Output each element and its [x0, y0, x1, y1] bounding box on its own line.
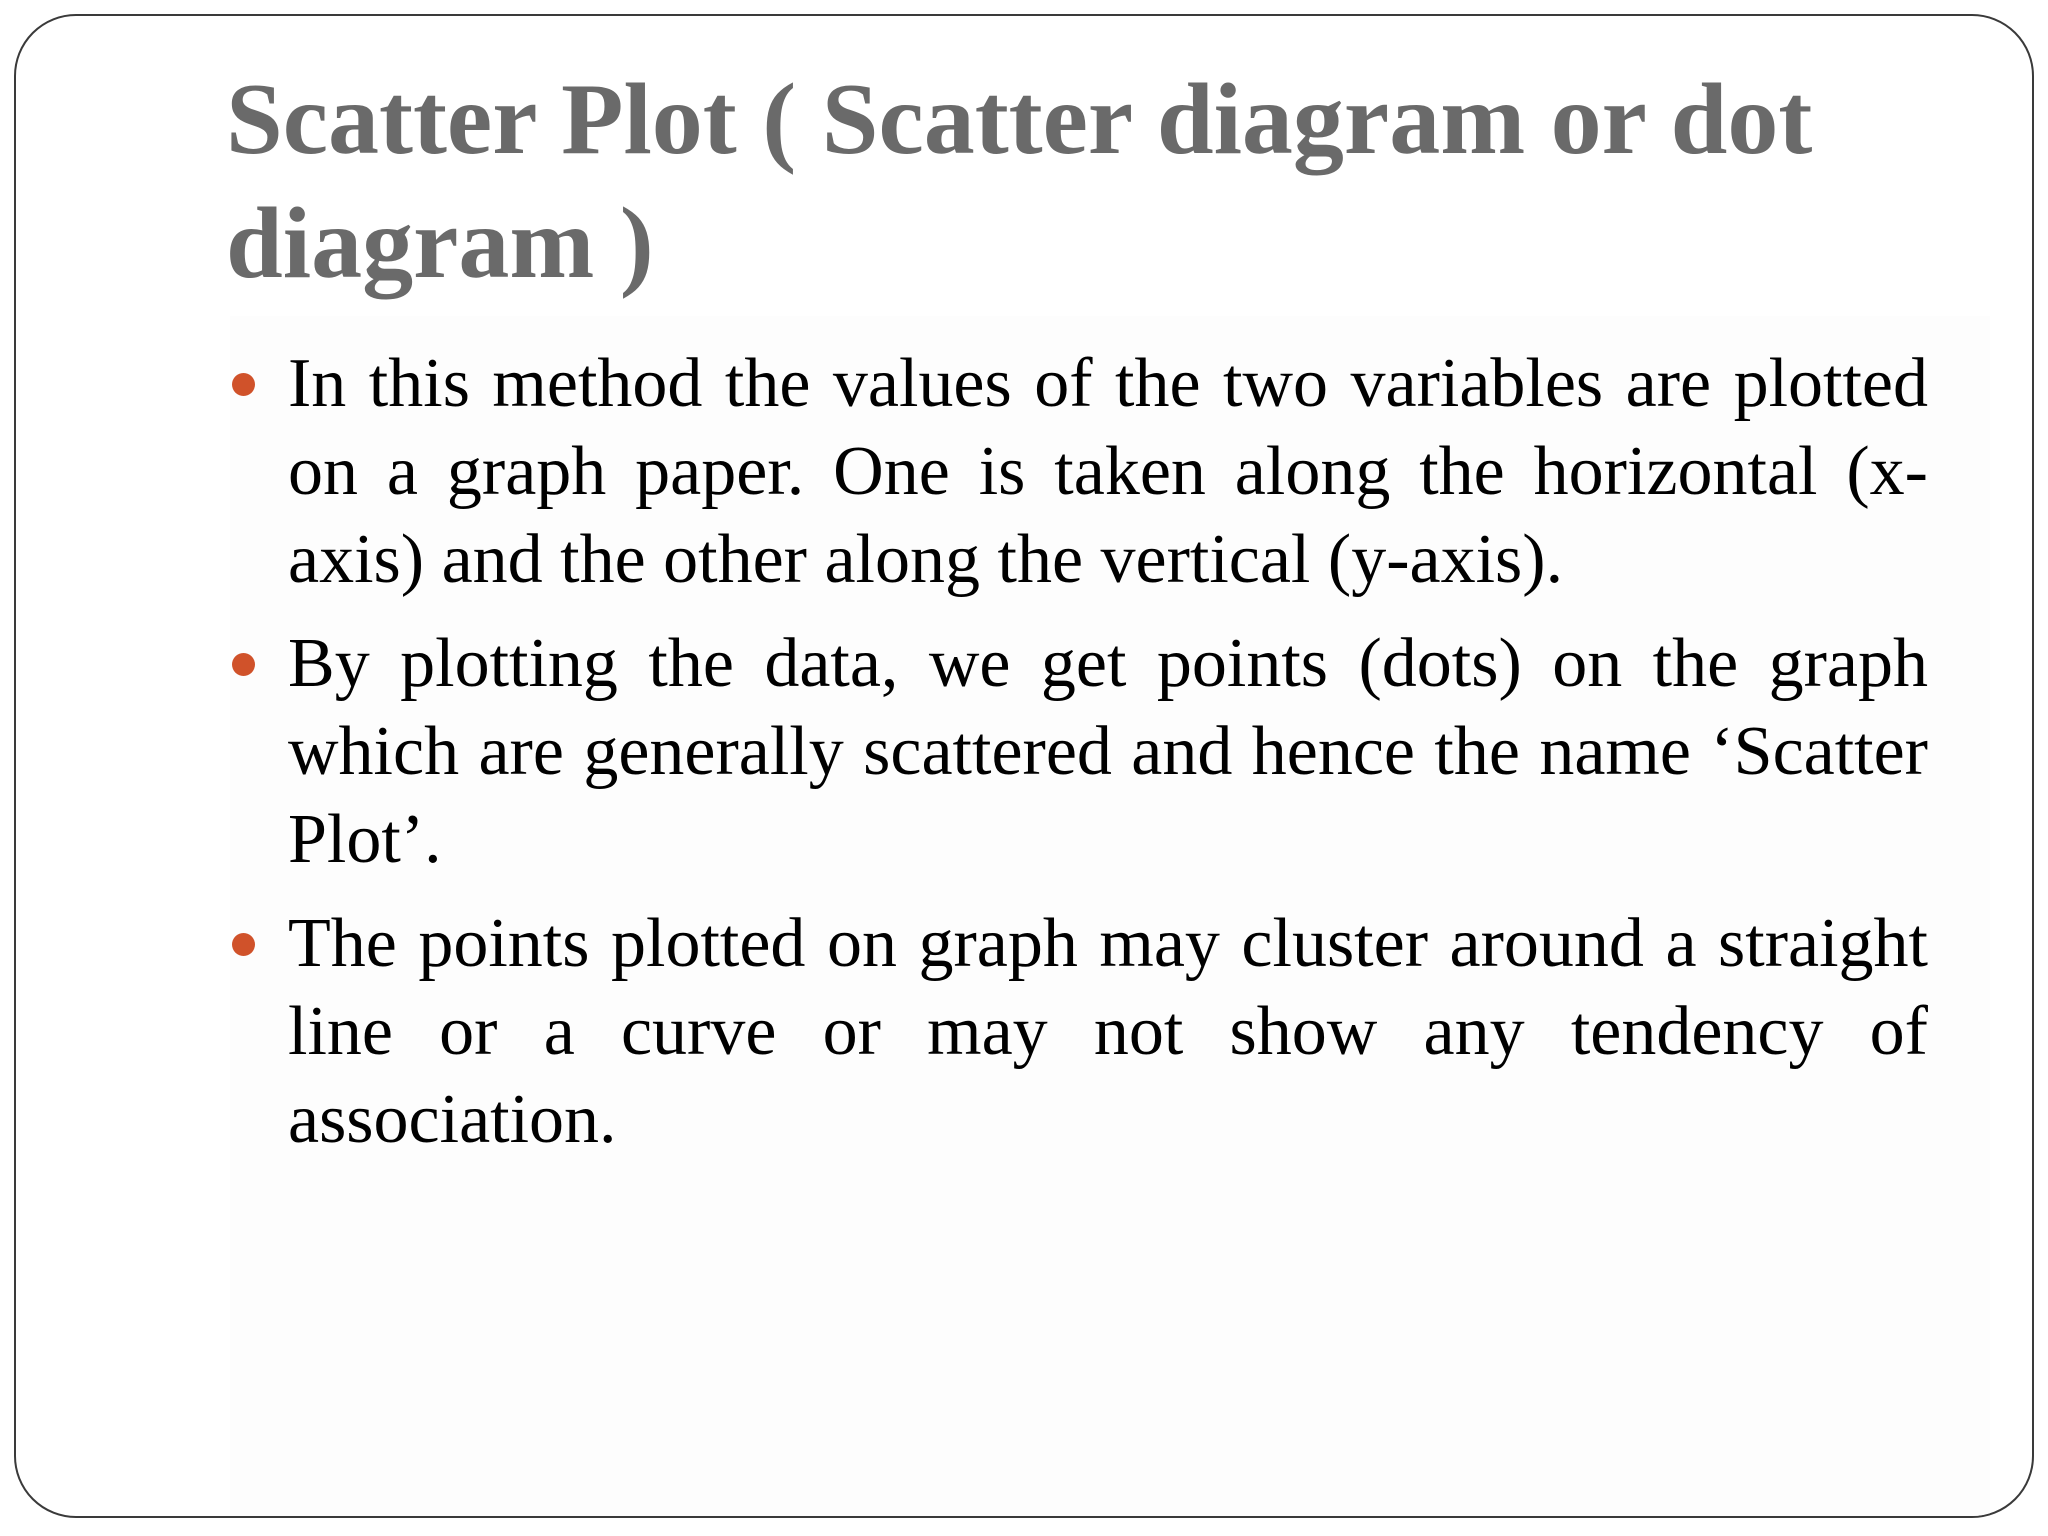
slide-title: Scatter Plot ( Scatter diagram or dot diagram ) [226, 63, 1813, 300]
bullet-item [226, 620, 1928, 884]
bullet-item [226, 340, 1928, 604]
bullet-dot-icon [232, 933, 255, 956]
bullet-text: The points plotted on graph may cluster around a straight line or a curve or may not show any tendency of association. [288, 905, 1928, 1158]
bullet-text: By plotting the data, we get points (dots) on the graph which are generally scattered and hence the name ‘Scatter Plot’. [288, 625, 1928, 878]
bullet-dot-icon [232, 653, 255, 676]
bullet-text: In this method the values of the two variables are plotted on a graph paper. One is taken along the horizontal (x-axis) and the other along the vertical (y-axis). [288, 345, 1928, 598]
bullet-item [226, 900, 1928, 1164]
bullet-list [226, 340, 1928, 1180]
bullet-dot-icon [232, 373, 255, 396]
